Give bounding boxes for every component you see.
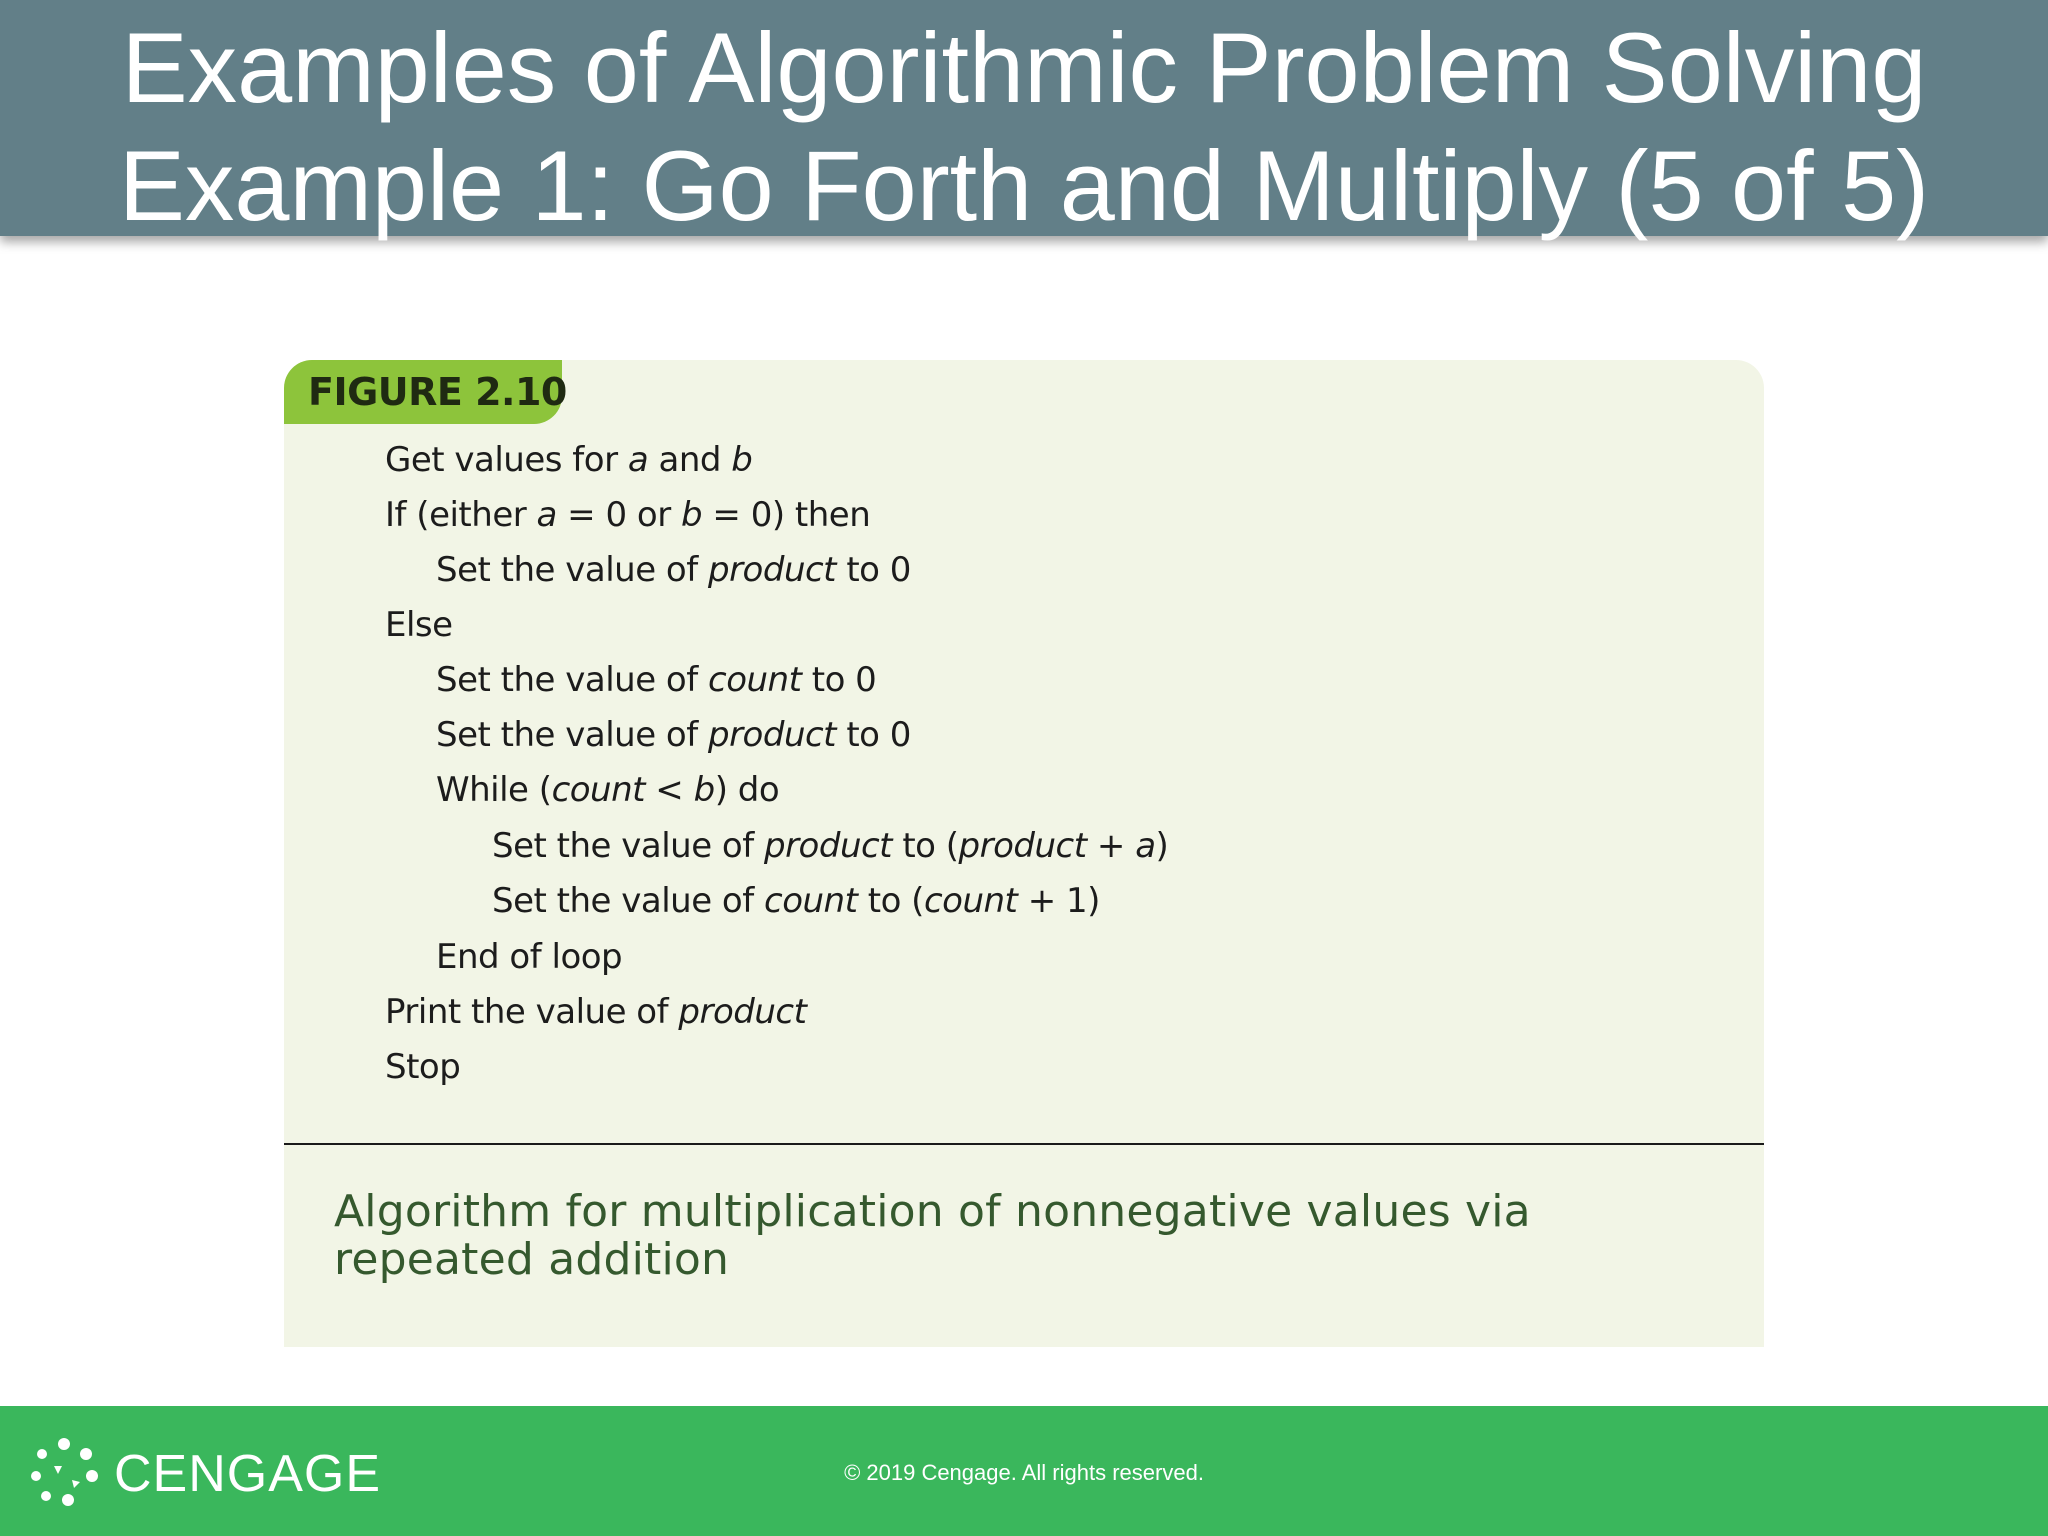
algorithm-line: Set the value of count to 0 (436, 660, 877, 700)
algorithm-line: End of loop (436, 937, 623, 977)
algorithm-line: While (count < b) do (436, 770, 780, 810)
copyright-notice: © 2019 Cengage. All rights reserved. (844, 1460, 1204, 1485)
algorithm-line: If (either a = 0 or b = 0) then (385, 495, 871, 535)
algorithm-line: Get values for a and b (385, 440, 753, 480)
cengage-brand-text: CENGAGE (114, 1445, 382, 1503)
algorithm-line: Else (385, 605, 453, 645)
algorithm-line: Print the value of product (385, 992, 807, 1032)
algorithm-line: Set the value of product to 0 (436, 550, 911, 590)
algorithm-line: Stop (385, 1047, 461, 1087)
figure-label: FIGURE 2.10 (308, 370, 567, 414)
algorithm-line: Set the value of product to (product + a) (492, 826, 1169, 866)
algorithm-line: Set the value of count to (count + 1) (492, 881, 1100, 921)
slide-title-line-1: Examples of Algorithmic Problem Solving (121, 12, 1927, 123)
slide-title-line-2: Example 1: Go Forth and Multiply (5 of 5) (118, 130, 1930, 241)
figure-label-tab (284, 360, 567, 424)
figure-caption: Algorithm for multiplication of nonnegative values via repeated addition (334, 1186, 1531, 1285)
slide-header (0, 0, 2048, 241)
figure-divider (284, 1143, 1764, 1145)
algorithm-line: Set the value of product to 0 (436, 715, 911, 755)
